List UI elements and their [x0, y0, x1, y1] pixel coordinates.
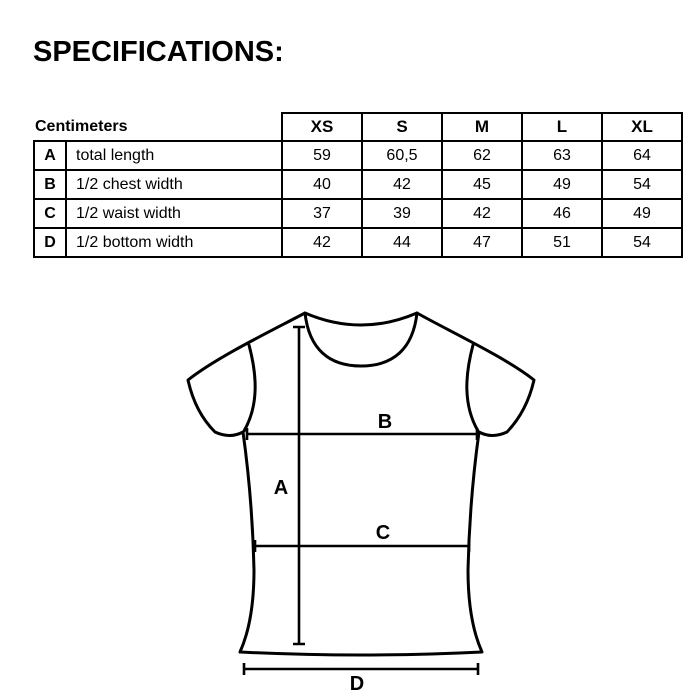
tshirt-measurement-diagram [160, 290, 560, 700]
specifications-table [33, 112, 683, 258]
row-letter: B [34, 170, 66, 199]
measure-label-b: B [377, 411, 393, 433]
tshirt-outline [188, 313, 534, 655]
measure-value: 44 [362, 228, 442, 257]
page-title: SPECIFICATIONS: [33, 36, 284, 68]
measure-label-c: C [375, 522, 391, 544]
measure-value: 63 [522, 141, 602, 170]
measure-label-d: D [349, 673, 365, 695]
measure-value: 64 [602, 141, 682, 170]
row-letter: D [34, 228, 66, 257]
measure-value: 59 [282, 141, 362, 170]
size-header-s: S [362, 113, 442, 141]
table-row [34, 199, 682, 228]
row-letter: A [34, 141, 66, 170]
size-header-xs: XS [282, 113, 362, 141]
measure-name: 1/2 chest width [66, 170, 282, 199]
row-letter: C [34, 199, 66, 228]
table-row [34, 228, 682, 257]
table-row [34, 141, 682, 170]
measure-value: 60,5 [362, 141, 442, 170]
measure-name: 1/2 bottom width [66, 228, 282, 257]
size-header-xl: XL [602, 113, 682, 141]
measure-value: 45 [442, 170, 522, 199]
measure-value: 54 [602, 228, 682, 257]
measure-value: 47 [442, 228, 522, 257]
measure-value: 46 [522, 199, 602, 228]
measure-name: total length [66, 141, 282, 170]
measure-value: 62 [442, 141, 522, 170]
measure-value: 49 [522, 170, 602, 199]
measure-value: 37 [282, 199, 362, 228]
table-row [34, 170, 682, 199]
measure-value: 42 [442, 199, 522, 228]
measure-label-a: A [273, 477, 289, 499]
size-header-l: L [522, 113, 602, 141]
measure-name: 1/2 waist width [66, 199, 282, 228]
size-header-m: M [442, 113, 522, 141]
table-header-row [34, 113, 682, 141]
measure-value: 51 [522, 228, 602, 257]
measure-value: 54 [602, 170, 682, 199]
measure-value: 42 [362, 170, 442, 199]
measure-value: 40 [282, 170, 362, 199]
unit-label: Centimeters [35, 117, 128, 135]
measure-value: 39 [362, 199, 442, 228]
measure-value: 49 [602, 199, 682, 228]
measure-value: 42 [282, 228, 362, 257]
